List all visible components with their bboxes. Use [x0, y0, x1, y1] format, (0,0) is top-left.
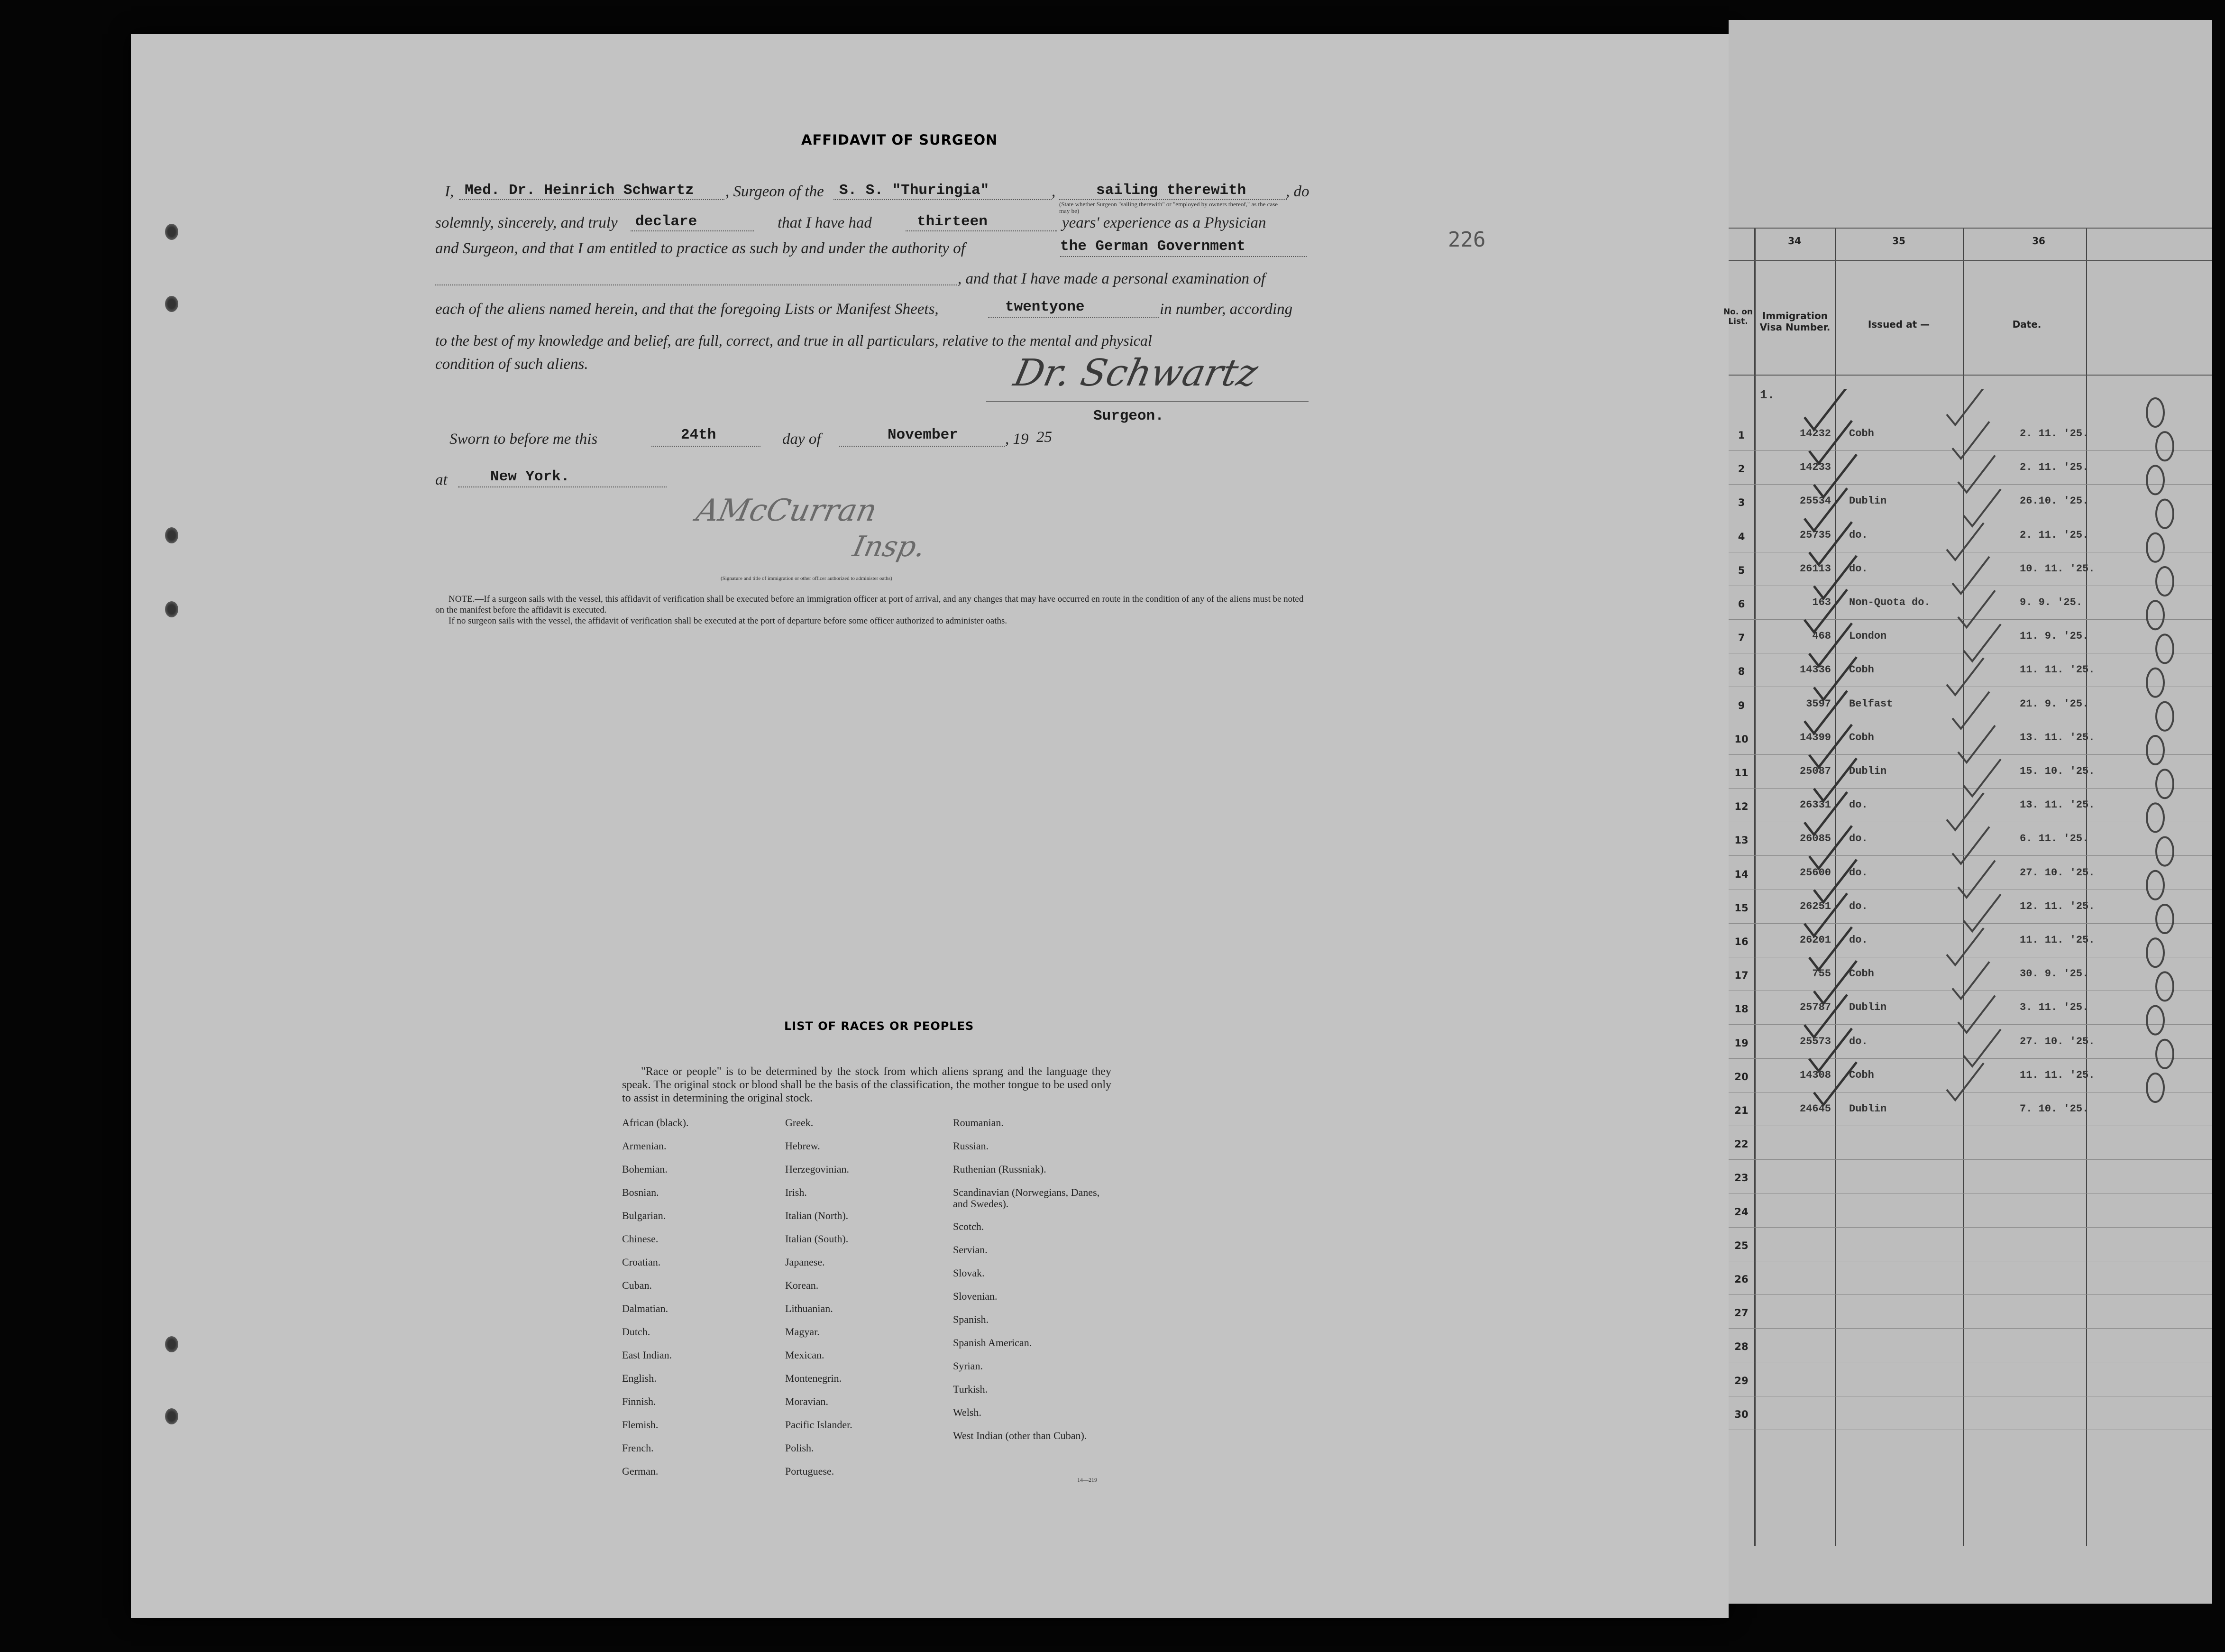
issued-at: do. [1849, 833, 1868, 845]
punch-hole [165, 224, 178, 240]
note-2: If no surgeon sails with the vessel, the affidavit of verification shall be executed at the port of departure before some officer authorized to administer oaths. [449, 616, 1007, 626]
issued-at: Dublin [1849, 1001, 1887, 1014]
fill-line [906, 230, 1057, 231]
race-entry: Ruthenian (Russniak). [953, 1163, 1046, 1175]
issued-at: do. [1849, 529, 1868, 541]
issued-at: Cobh [1849, 428, 1874, 440]
declare-word: declare [635, 213, 697, 230]
race-entry: Bosnian. [622, 1186, 659, 1198]
handwritten-mark [2156, 567, 2173, 596]
row-number: 3 [1738, 497, 1745, 509]
row-rule [1729, 1294, 2212, 1295]
issue-date: 3. 11. '25. [2020, 1001, 2089, 1014]
issued-at: Cobh [1849, 664, 1874, 676]
race-entry: Roumanian. [953, 1117, 1004, 1129]
row-number: 19 [1734, 1037, 1749, 1049]
handwritten-mark [2147, 398, 2164, 427]
issued-at: London [1849, 630, 1887, 642]
handwritten-mark [2156, 702, 2173, 731]
punch-hole [165, 1408, 178, 1424]
row-number: 11 [1734, 767, 1749, 779]
visa-number: 24645 [1799, 1103, 1831, 1115]
row-number: 12 [1734, 801, 1749, 813]
races-title: LIST OF RACES OR PEOPLES [784, 1019, 974, 1033]
row-number: 22 [1734, 1138, 1749, 1150]
handwritten-mark [2156, 634, 2173, 663]
visa-number: 25573 [1799, 1035, 1831, 1047]
issue-date: 12. 11. '25. [2020, 900, 2095, 912]
row-number: 27 [1734, 1307, 1749, 1319]
handwritten-mark [2147, 466, 2164, 494]
visa-number: 14308 [1799, 1069, 1831, 1081]
visa-number: 26113 [1799, 562, 1831, 575]
handwritten-mark [2156, 432, 2173, 460]
visa-number: 25087 [1799, 765, 1831, 777]
issue-date: 13. 11. '25. [2020, 799, 2095, 811]
check-mark [1947, 523, 1984, 560]
race-entry: Welsh. [953, 1406, 981, 1418]
affidavit-text: , and that I have made a personal examination of [958, 270, 1265, 287]
row-number: 30 [1734, 1408, 1749, 1420]
first-row-mark: 1. [1760, 388, 1775, 402]
row-number: 5 [1738, 564, 1745, 576]
race-entry: Portuguese. [785, 1465, 834, 1477]
issued-at: Dublin [1849, 765, 1887, 777]
signature-line [986, 401, 1309, 402]
surgeon-name: Med. Dr. Heinrich Schwartz [465, 182, 694, 199]
issued-at: do. [1849, 1035, 1868, 1047]
sworn-month: November [888, 427, 958, 443]
row-number: 10 [1734, 733, 1749, 745]
visa-number: 25787 [1799, 1001, 1831, 1014]
affidavit-text: to the best of my knowledge and belief, are full, correct, and true in all particulars, relative to the mental and physical [435, 332, 1152, 349]
race-entry: Pacific Islander. [785, 1419, 852, 1431]
visa-number: 14232 [1799, 428, 1831, 440]
check-mark [1958, 996, 1995, 1033]
header-rule [1729, 260, 2212, 261]
affidavit-text: , [1052, 183, 1056, 200]
column-number: 34 [1788, 235, 1801, 247]
punch-hole [165, 1336, 178, 1352]
ship-name: S. S. "Thuringia" [839, 182, 989, 199]
inspection-check-marks [1729, 389, 2212, 1195]
affidavit-text: , 19 [1005, 431, 1029, 448]
handwritten-mark [2147, 601, 2164, 629]
check-mark [1947, 793, 1984, 830]
issued-at: Cobh [1849, 731, 1874, 743]
races-intro: "Race or people" is to be determined by the stock from which aliens sprang and the language they speak. The original stock or blood shall be the basis of the classification, the mother tongue to be used only to assist in determining the original stock. [622, 1065, 1111, 1104]
issued-at: Dublin [1849, 495, 1887, 507]
row-number: 29 [1734, 1375, 1749, 1386]
column-number: 36 [2032, 235, 2045, 247]
check-mark [1952, 962, 1989, 999]
affidavit-title: AFFIDAVIT OF SURGEON [801, 132, 998, 148]
race-entry: Croatian. [622, 1256, 661, 1268]
header-date: Date. [2012, 319, 2042, 330]
issued-at: Cobh [1849, 1069, 1874, 1081]
affidavit-text: day of [782, 431, 821, 448]
issue-date: 7. 10. '25. [2020, 1103, 2089, 1115]
officer-caption: (Signature and title of immigration or other officer authorized to administer oaths) [721, 576, 892, 581]
state-note: (State whether Surgeon "sailing therewith" or "employed by owners thereof," as the case may be) [1059, 201, 1278, 214]
row-number: 13 [1734, 835, 1749, 846]
row-number: 20 [1734, 1071, 1749, 1083]
fill-line [631, 230, 754, 231]
visa-number: 3597 [1806, 698, 1831, 710]
handwritten-mark [2156, 1040, 2173, 1068]
handwritten-mark [2147, 1074, 2164, 1102]
race-entry: Italian (North). [785, 1210, 849, 1221]
sailing-status: sailing therewith [1096, 182, 1246, 199]
handwritten-mark [2147, 669, 2164, 697]
affidavit-text: that I have had [778, 214, 872, 231]
check-mark [1947, 1063, 1984, 1100]
header-visa-number: Immigration Visa Number. [1759, 310, 1831, 333]
race-entry: Greek. [785, 1117, 814, 1129]
affidavit-text: years' experience as a Physician [1062, 214, 1266, 231]
affidavit-text: at [435, 471, 448, 488]
row-number: 21 [1734, 1105, 1749, 1116]
row-number: 4 [1738, 531, 1745, 542]
affidavit-text: solemnly, sincerely, and truly [435, 214, 618, 231]
check-mark [1964, 759, 2001, 796]
fill-line [459, 199, 724, 200]
affidavit-text: in number, according [1160, 301, 1293, 318]
visa-number: 14336 [1799, 664, 1831, 676]
check-mark [1952, 692, 1989, 729]
issued-at: Non-Quota do. [1849, 597, 1931, 608]
surgeon-signature: Dr. Schwartz [1010, 352, 1262, 395]
affidavit-text: I, [445, 183, 454, 200]
race-entry: Moravian. [785, 1395, 829, 1407]
fill-line [833, 199, 1052, 200]
issue-date: 30. 9. '25. [2020, 968, 2089, 980]
issue-date: 21. 9. '25. [2020, 698, 2089, 710]
visa-number: 468 [1812, 630, 1831, 642]
race-entry: Slovenian. [953, 1290, 998, 1302]
years-experience: thirteen [917, 213, 988, 230]
issued-at: Belfast [1849, 698, 1893, 710]
punch-hole [165, 601, 178, 617]
row-number: 6 [1738, 598, 1745, 610]
handwritten-mark [2156, 837, 2173, 866]
issue-date: 2. 11. '25. [2020, 529, 2089, 541]
fill-line [1059, 199, 1287, 200]
form-number: 14—219 [1077, 1477, 1097, 1483]
fill-line [651, 446, 760, 447]
race-entry: Russian. [953, 1140, 989, 1152]
race-entry: Hebrew. [785, 1140, 820, 1152]
race-entry: Korean. [785, 1279, 819, 1291]
check-mark [1952, 422, 1989, 459]
header-rule [1729, 228, 2212, 229]
race-entry: East Indian. [622, 1349, 672, 1361]
race-entry: German. [622, 1465, 659, 1477]
race-entry: Japanese. [785, 1256, 825, 1268]
issue-date: 11. 11. '25. [2020, 664, 2095, 676]
fill-line [1060, 256, 1307, 257]
check-mark [1958, 725, 1995, 762]
issue-date: 13. 11. '25. [2020, 731, 2095, 743]
handwritten-mark [2147, 1006, 2164, 1035]
check-mark [1964, 1029, 2001, 1066]
visa-number: 163 [1812, 597, 1831, 608]
race-entry: Spanish. [953, 1313, 989, 1325]
race-entry: Polish. [785, 1442, 814, 1454]
race-entry: Armenian. [622, 1140, 667, 1152]
race-entry: Dalmatian. [622, 1303, 668, 1314]
header-no-on-list: No. on List. [1723, 307, 1753, 326]
row-number: 26 [1734, 1274, 1749, 1285]
race-entry: African (black). [622, 1117, 689, 1129]
race-entry: Finnish. [622, 1395, 656, 1407]
sworn-year-suffix: 25 [1036, 429, 1052, 446]
check-mark [1964, 489, 2001, 526]
fill-line [458, 486, 667, 487]
officer-signature: AMcCurran [693, 493, 880, 528]
issue-date: 6. 11. '25. [2020, 833, 2089, 845]
affidavit-text: , Surgeon of the [725, 183, 824, 200]
issued-at: do. [1849, 866, 1868, 879]
visa-number: 26331 [1799, 799, 1831, 811]
race-entry: Magyar. [785, 1326, 820, 1338]
fill-line [988, 317, 1159, 318]
check-mark [1964, 894, 2001, 931]
race-entry: French. [622, 1442, 654, 1454]
race-entry: Dutch. [622, 1326, 650, 1338]
visa-number: 14399 [1799, 731, 1831, 743]
header-issued-at: Issued at — [1868, 319, 1930, 330]
issue-date: 27. 10. '25. [2020, 1035, 2095, 1047]
handwritten-mark [2147, 938, 2164, 967]
check-mark [1804, 389, 1847, 430]
sworn-day: 24th [681, 427, 716, 443]
handwritten-mark [2156, 770, 2173, 798]
race-entry: Montenegrin. [785, 1372, 842, 1384]
visa-number: 26085 [1799, 833, 1831, 845]
issue-date: 11. 9. '25. [2020, 630, 2089, 642]
issue-date: 2. 11. '25. [2020, 428, 2089, 440]
issue-date: 15. 10. '25. [2020, 765, 2095, 777]
issued-at: do. [1849, 934, 1868, 946]
issued-at: Dublin [1849, 1103, 1887, 1115]
check-mark [1958, 590, 1995, 627]
issued-at: Cobh [1849, 968, 1874, 980]
header-rule [1729, 375, 2212, 376]
race-entry: Bohemian. [622, 1163, 668, 1175]
visa-number: 14233 [1799, 461, 1831, 474]
handwritten-mark [2147, 871, 2164, 899]
punch-hole [165, 527, 178, 543]
issued-at: do. [1849, 562, 1868, 575]
handwritten-mark [2156, 905, 2173, 933]
race-entry: Spanish American. [953, 1337, 1032, 1349]
page-number: 226 [1448, 228, 1486, 252]
surgeon-label: Surgeon. [1093, 408, 1164, 424]
race-entry: West Indian (other than Cuban). [953, 1430, 1087, 1441]
row-number: 16 [1734, 936, 1749, 947]
race-entry: English. [622, 1372, 657, 1384]
row-number: 17 [1734, 970, 1749, 982]
check-mark [1958, 455, 1995, 492]
race-entry: Syrian. [953, 1360, 983, 1372]
issue-date: 26.10. '25. [2020, 495, 2089, 507]
race-entry: Lithuanian. [785, 1303, 833, 1314]
affidavit-text: and Surgeon, and that I am entitled to practice as such by and under the authority of [435, 240, 965, 257]
handwritten-mark [2156, 500, 2173, 528]
issue-date: 27. 10. '25. [2020, 866, 2095, 879]
row-number: 18 [1734, 1003, 1749, 1015]
issue-date: 10. 11. '25. [2020, 562, 2095, 575]
race-entry: Italian (South). [785, 1233, 849, 1245]
race-entry: Slovak. [953, 1267, 985, 1279]
row-number: 25 [1734, 1239, 1749, 1251]
row-number: 8 [1738, 666, 1745, 678]
visa-number: 26201 [1799, 934, 1831, 946]
race-entry: Mexican. [785, 1349, 824, 1361]
officer-title: Insp. [850, 530, 929, 563]
race-entry: Turkish. [953, 1383, 988, 1395]
affidavit-text: condition of such aliens. [435, 356, 588, 373]
race-entry: Irish. [785, 1186, 807, 1198]
issued-at: do. [1849, 900, 1868, 912]
check-mark [1964, 624, 2001, 661]
check-mark [1952, 557, 1989, 594]
race-entry: Herzegovinian. [785, 1163, 849, 1175]
handwritten-mark [2147, 533, 2164, 562]
column-number: 35 [1892, 235, 1905, 247]
visa-number: 25534 [1799, 495, 1831, 507]
row-rule [1729, 1328, 2212, 1329]
sworn-place: New York. [490, 468, 570, 485]
race-entry: Flemish. [622, 1419, 659, 1431]
issue-date: 11. 11. '25. [2020, 1069, 2095, 1081]
visa-number: 25600 [1799, 866, 1831, 879]
handwritten-mark [2156, 972, 2173, 1000]
authority: the German Government [1060, 238, 1245, 255]
visa-number: 755 [1812, 968, 1831, 980]
handwritten-mark [2147, 803, 2164, 832]
handwritten-mark [2147, 736, 2164, 764]
issue-date: 2. 11. '25. [2020, 461, 2089, 474]
row-rule [1729, 1227, 2212, 1228]
row-number: 23 [1734, 1172, 1749, 1184]
race-entry: Chinese. [622, 1233, 659, 1245]
affidavit-text: , do [1286, 183, 1309, 200]
row-number: 15 [1734, 902, 1749, 914]
row-number: 28 [1734, 1341, 1749, 1353]
row-number: 14 [1734, 868, 1749, 880]
row-number: 2 [1738, 463, 1745, 475]
issue-date: 9. 9. '25. [2020, 597, 2083, 608]
issued-at: do. [1849, 799, 1868, 811]
row-number: 7 [1738, 632, 1745, 644]
row-number: 9 [1738, 699, 1745, 711]
race-entry: Servian. [953, 1244, 988, 1256]
punch-hole [165, 296, 178, 312]
race-entry: Cuban. [622, 1279, 652, 1291]
check-mark [1952, 827, 1989, 864]
race-entry: Scotch. [953, 1221, 984, 1232]
race-entry: Bulgarian. [622, 1210, 666, 1221]
fill-line [839, 446, 1005, 447]
row-number: 24 [1734, 1206, 1749, 1218]
check-mark [1947, 658, 1984, 695]
row-number: 1 [1738, 430, 1745, 441]
race-entry: Scandinavian (Norwegians, Danes, and Swedes). [953, 1186, 1100, 1210]
affidavit-text: each of the aliens named herein, and that the foregoing Lists or Manifest Sheets, [435, 301, 939, 318]
check-mark [1947, 389, 1984, 425]
note-1: NOTE.—If a surgeon sails with the vessel, this affidavit of verification shall be executed before an immigration officer at port of arrival, and any changes that may have occurred en route in the condition of any of the aliens must be noted on the manifest before the affidavit is executed. [435, 594, 1304, 615]
visa-number: 25735 [1799, 529, 1831, 541]
check-mark [1947, 928, 1984, 965]
issue-date: 11. 11. '25. [2020, 934, 2095, 946]
sheet-count: twentyone [1005, 299, 1085, 315]
visa-number: 26251 [1799, 900, 1831, 912]
check-mark [1958, 861, 1995, 898]
affidavit-text: Sworn to before me this [449, 431, 598, 448]
